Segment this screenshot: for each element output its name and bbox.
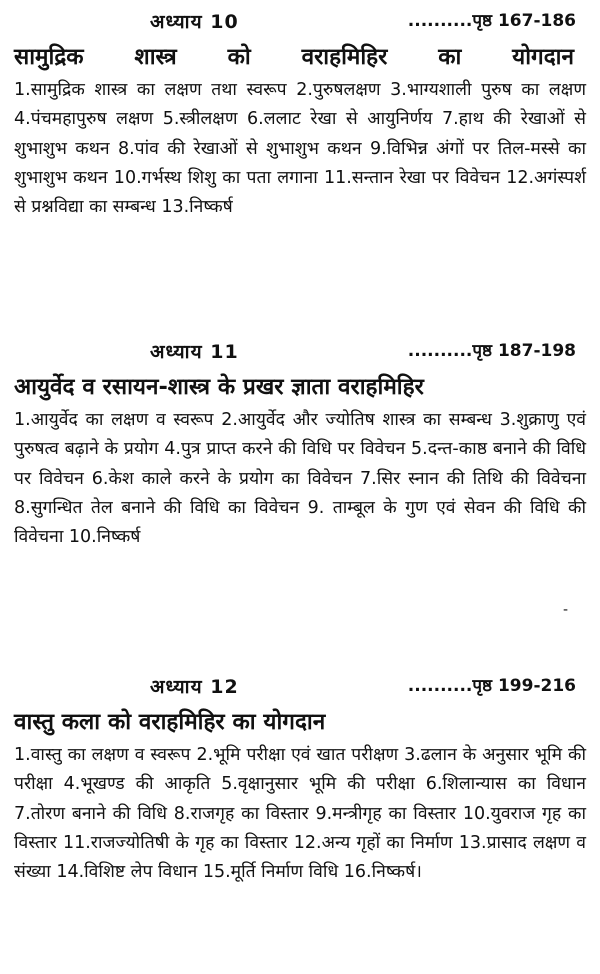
chapter-contents: 1.वास्तु का लक्षण व स्वरूप 2.भूमि परीक्षा एवं खात परीक्षण 3.ढलान के अनुसार भूमि की परीक्षा 4.भूखण्ड की आकृति 5.वृक्षानुसार भूमि की परीक्षा 6.शिलान्यास का विधान 7.तोरण बनाने की विधि 8.राजगृह का विस्तार 9.मन्त्रीगृह का विस्तार 10.युवराज गृह का विस्तार 11.राजज्योतिषी के गृह का विस्तार 12.अन्य गृहों का निर्माण 13.प्रासाद लक्षण व संख्या 14.विशिष्ट लेप विधान 15.मूर्ति निर्माण विधि 16.निष्कर्ष।	[14, 745, 586, 883]
page-range: ..........पृष्ठ 167-186	[407, 11, 576, 31]
chapter-title: आयुर्वेद व रसायन-शास्त्र के प्रखर ज्ञाता वराहमिहिर	[14, 374, 424, 400]
chapter-header	[0, 338, 600, 372]
chapter-contents: 1.आयुर्वेद का लक्षण व स्वरूप 2.आयुर्वेद और ज्योतिष शास्त्र का सम्बन्ध 3.शुक्राणु एवं पुरुषत्व बढ़ाने के प्रयोग 4.पुत्र प्राप्त करने की विधि पर विवेचन 5.दन्त-काष्ठ बनाने की विधि पर विवेचन 6.केश काले करने के प्रयोग का विवेचन 7.सिर स्नान की तिथि की विवेचना 8.सुगन्धित तेल बनाने की विधि का विवेचन 9. ताम्बूल के गुण एवं सेवन की विधि की विवेचना 10.निष्कर्ष	[14, 410, 586, 548]
chapter-10-entry	[0, 8, 600, 222]
chapter-label: अध्याय 10	[150, 11, 239, 33]
chapter-label: अध्याय 11	[150, 341, 239, 363]
page-range: ..........पृष्ठ 187-198	[407, 341, 576, 361]
chapter-contents: 1.सामुद्रिक शास्त्र का लक्षण तथा स्वरूप 2.पुरुषलक्षण 3.भाग्यशाली पुरुष का लक्षण 4.पंचमहापुरुष लक्षण 5.स्त्रीलक्षण 6.ललाट रेखा से आयुनिर्णय 7.हाथ की रेखाओं से शुभाशुभ कथन 8.पांव की रेखाओं से शुभाशुभ कथन 9.विभिन्न अंगों पर तिल-मस्से का शुभाशुभ कथन 10.गर्भस्थ शिशु का पता लगाना 11.सन्तान रेखा पर विवेचन 12.अगंस्पर्श से प्रश्नविद्या का सम्बन्ध 13.निष्कर्ष	[14, 80, 586, 218]
margin-mark: -	[563, 602, 569, 618]
chapter-header	[0, 673, 600, 707]
chapter-12-entry	[0, 673, 600, 887]
chapter-header	[0, 8, 600, 42]
chapter-label: अध्याय 12	[150, 676, 239, 698]
chapter-title: सामुद्रिक शास्त्र को वराहमिहिर का योगदान	[14, 44, 574, 70]
chapter-11-entry	[0, 338, 600, 552]
page-range: ..........पृष्ठ 199-216	[407, 676, 576, 696]
chapter-title: वास्तु कला को वराहमिहिर का योगदान	[14, 709, 326, 735]
